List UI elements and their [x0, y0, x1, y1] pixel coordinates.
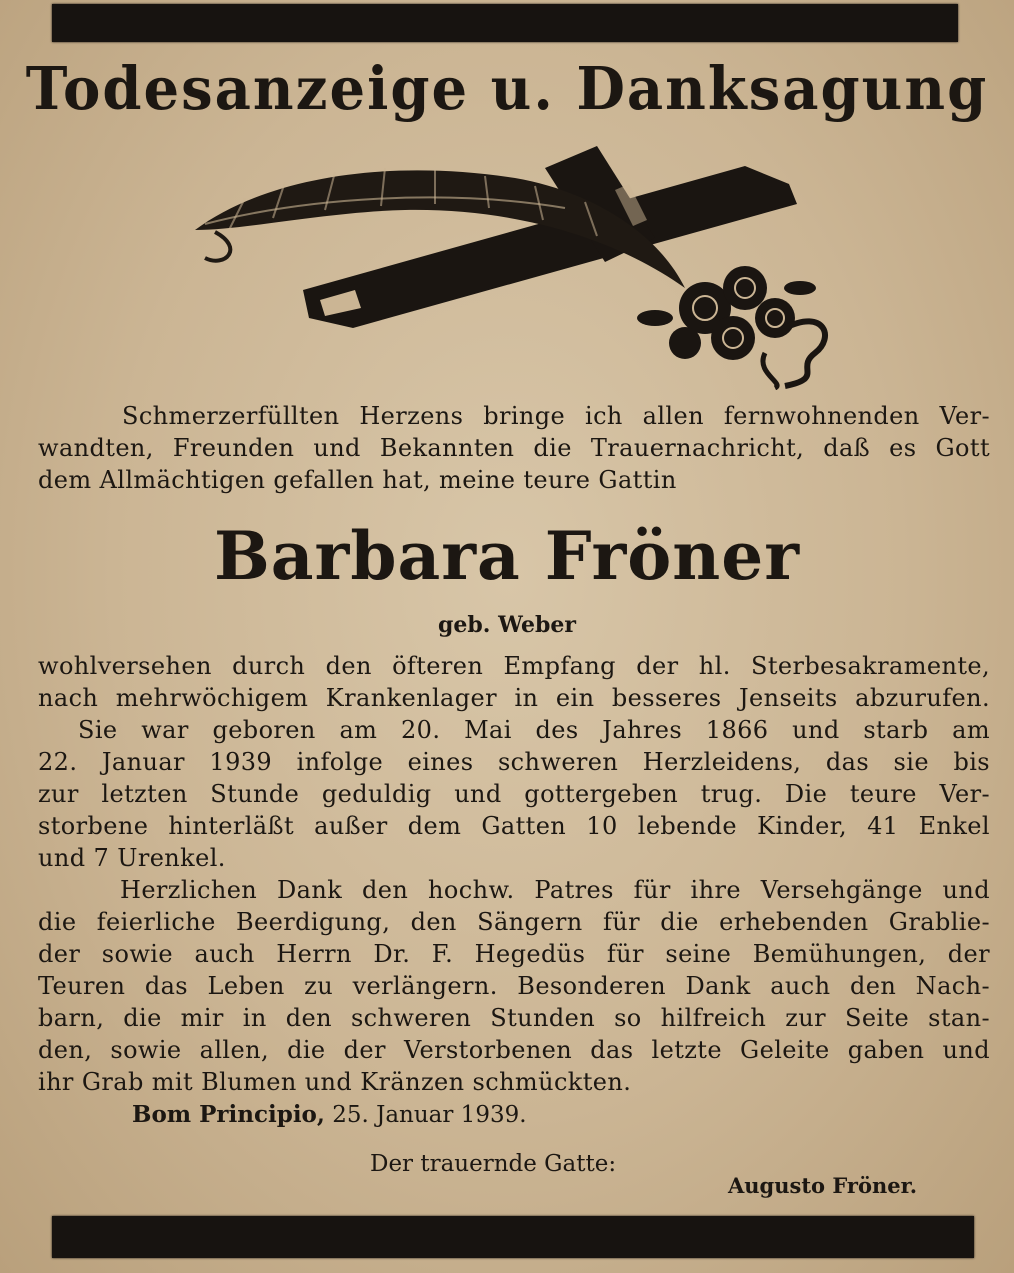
- intro-line: wandten, Freunden und Bekannten die Trauernachricht, daß es Gott: [38, 434, 990, 462]
- bottom-border-bar: [52, 1216, 974, 1258]
- body-line: Teuren das Leben zu verlängern. Besonderen Dank auch den Nach-: [38, 972, 990, 1000]
- place-name: Bom Principio,: [132, 1101, 325, 1128]
- body-line: 22. Januar 1939 infolge eines schweren Herzleidens, das sie bis: [38, 748, 990, 776]
- palm-cross-roses-icon: [185, 138, 845, 390]
- body-line: barn, die mir in den schweren Stunden so hilfreich zur Seite stan-: [38, 1004, 990, 1032]
- intro-line: dem Allmächtigen gefallen hat, meine teure Gattin: [38, 466, 677, 494]
- signatory-name: Augusto Fröner.: [728, 1173, 918, 1198]
- body-line: ihr Grab mit Blumen und Kränzen schmückten.: [38, 1068, 632, 1096]
- place-date-line: [132, 1098, 527, 1132]
- body-line: den, sowie allen, die der Verstorbenen das letzte Geleite gaben und: [38, 1036, 990, 1064]
- body-line: die feierliche Beerdigung, den Sängern für die erhebenden Grablie-: [38, 908, 990, 936]
- body-line: Sie war geboren am 20. Mai des Jahres 1866 und starb am: [78, 716, 990, 744]
- body-line: storbene hinterläßt außer dem Gatten 10 lebende Kinder, 41 Enkel: [38, 812, 990, 840]
- signature-caption: Der trauernde Gatte:: [370, 1151, 617, 1177]
- body-line: wohlversehen durch den öfteren Empfang der hl. Sterbesakramente,: [38, 652, 990, 680]
- maiden-name: geb. Weber: [438, 612, 576, 638]
- body-line: nach mehrwöchigem Krankenlager in ein besseres Jenseits abzurufen.: [38, 684, 990, 712]
- body-line: der sowie auch Herrn Dr. F. Hegedüs für seine Bemühungen, der: [38, 940, 990, 968]
- notice-date: 25. Januar 1939.: [332, 1102, 527, 1128]
- top-border-bar: [52, 4, 958, 42]
- intro-line: Schmerzerfüllten Herzens bringe ich allen fernwohnenden Ver-: [122, 402, 990, 430]
- deceased-name: Barbara Fröner: [214, 517, 800, 595]
- notice-heading: Todesanzeige u. Danksagung: [25, 54, 989, 124]
- body-line: Herzlichen Dank den hochw. Patres für ihre Versehgänge und: [120, 876, 990, 904]
- body-line: und 7 Urenkel.: [38, 844, 226, 872]
- body-line: zur letzten Stunde geduldig und gottergeben trug. Die teure Ver-: [38, 780, 990, 808]
